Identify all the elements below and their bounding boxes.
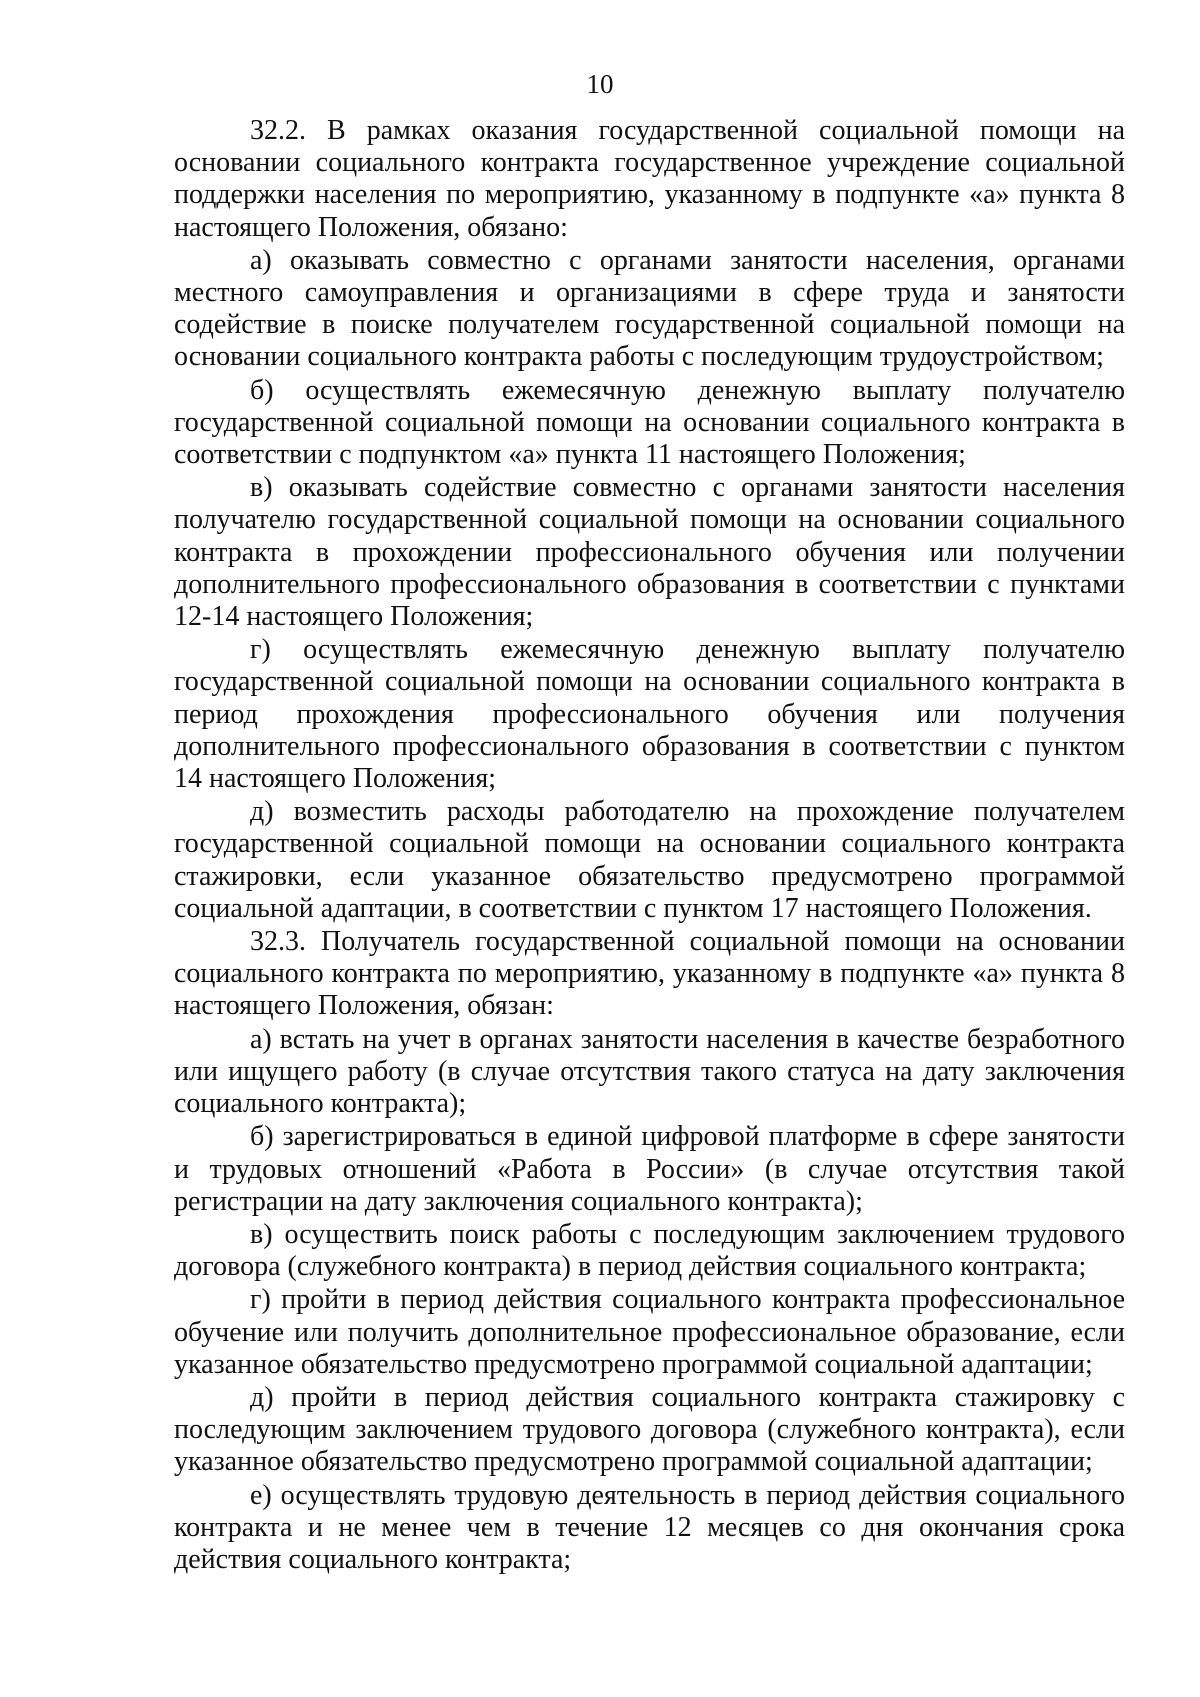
list-item-v: в) оказывать содействие совместно с органами занятости населения получателю государственной социальной помощи на основании социального контракта в прохождении профессионального обучения или получении дополнительного профессионального образования в соответствии с пунктами 12-14 настоящего Положения; — [174, 472, 1125, 633]
paragraph-32-3: 32.3. Получатель государственной социальной помощи на основании социального контракта по мероприятию, указанному в подпункте «а» пункта 8 настоящего Положения, обязан: — [174, 926, 1125, 1022]
list-item-e: е) осуществлять трудовую деятельность в период действия социального контракта и не менее чем в течение 12 месяцев со дня окончания срока действия социального контракта; — [174, 1479, 1125, 1575]
list-item-a: а) оказывать совместно с органами занятости населения, органами местного самоуправления и организациями в сфере труда и занятости содействие в поиске получателем государственной социальной помощи на основании социального контракта работы с последующим трудоустройством; — [174, 244, 1125, 373]
document-body — [174, 115, 1125, 1577]
list-item-g: г) осуществлять ежемесячную денежную выплату получателю государственной социальной помощи на основании социального контракта в период прохождения профессионального обучения или получения дополнительного профессионального образования в соответствии с пунктом 14 настоящего Положения; — [174, 634, 1125, 795]
list-item-a: а) встать на учет в органах занятости населения в качестве безработного или ищущего работу (в случае отсутствия такого статуса на дату заключения социального контракта); — [174, 1023, 1125, 1120]
list-item-d: д) возместить расходы работодателю на прохождение получателем государственной социальной помощи на основании социального контракта стажировки, если указанное обязательство предусмотрено программой социальной адаптации, в соответствии с пунктом 17 настоящего Положения. — [174, 796, 1125, 924]
list-item-v: в) осуществить поиск работы с последующим заключением трудового договора (служебного контракта) в период действия социального контракта; — [174, 1218, 1125, 1283]
list-item-b: б) зарегистрироваться в единой цифровой платформе в сфере занятости и трудовых отношений «Работа в России» (в случае отсутствия такой регистрации на дату заключения социального контракта); — [174, 1121, 1125, 1217]
paragraph-32-2: 32.2. В рамках оказания государственной социальной помощи на основании социального контракта государственное учреждение социальной поддержки населения по мероприятию, указанному в подпункте «а» пункта 8 настоящего Положения, обязано: — [174, 115, 1125, 243]
list-item-g: г) пройти в период действия социального контракта профессиональное обучение или получить дополнительное профессиональное образование, если указанное обязательство предусмотрено программой социальной адаптации; — [174, 1284, 1125, 1380]
list-item-d: д) пройти в период действия социального контракта стажировку с последующим заключением трудового договора (служебного контракта), если указанное обязательство предусмотрено программой социальной адаптации; — [174, 1381, 1125, 1478]
page-number: 10 — [586, 69, 614, 99]
list-item-b: б) осуществлять ежемесячную денежную выплату получателю государственной социальной помощи на основании социального контракта в соответствии с подпунктом «а» пункта 11 настоящего Положения; — [174, 374, 1125, 471]
